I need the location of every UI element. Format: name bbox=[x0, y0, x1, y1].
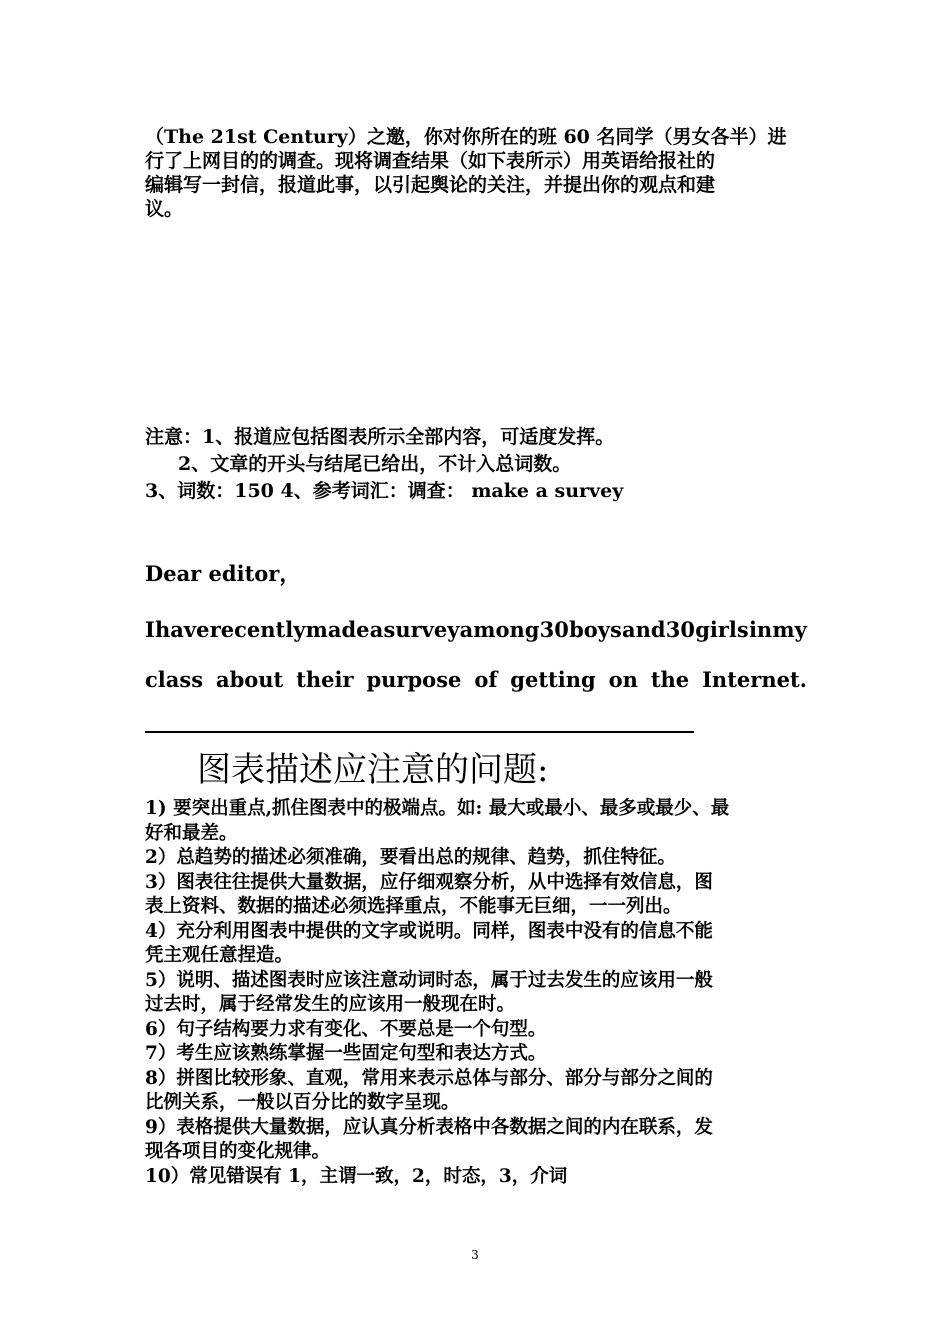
letter-word: Internet. bbox=[702, 667, 807, 692]
tip-item bbox=[145, 1018, 807, 1043]
tip-item bbox=[145, 871, 807, 920]
letter-word: on bbox=[608, 667, 638, 692]
letter-word: purpose bbox=[366, 667, 462, 692]
tip-line: 4）充分利用图表中提供的文字或说明。同样，图表中没有的信息不能 bbox=[145, 920, 713, 942]
letter-line bbox=[145, 605, 807, 655]
letter-salutation: Dear editor， bbox=[145, 561, 301, 586]
letter-word: my bbox=[772, 617, 807, 642]
letter-word: a bbox=[369, 617, 384, 642]
letter-word: their bbox=[296, 667, 354, 692]
tips-list bbox=[145, 797, 807, 1189]
task-line: 行了上网目的的调查。现将调查结果（如下表所示）用英语给报社的 bbox=[145, 150, 716, 172]
letter-line bbox=[145, 655, 807, 705]
letter-word: in bbox=[748, 617, 773, 642]
tip-line: 比例关系，一般以百分比的数字呈现。 bbox=[145, 1092, 460, 1113]
tip-line: 现各项目的变化规律。 bbox=[145, 1141, 331, 1162]
letter-word: the bbox=[650, 667, 690, 692]
tip-item bbox=[145, 1067, 807, 1116]
letter-word: class bbox=[145, 667, 204, 692]
tip-line: 8）拼图比较形象、直观，常用来表示总体与部分、部分与部分之间的 bbox=[145, 1067, 713, 1089]
tip-line: 6）句子结构要力求有变化、不要总是一个句型。 bbox=[145, 1018, 547, 1040]
letter-word: I bbox=[145, 617, 155, 642]
letter-word: 30 bbox=[539, 617, 569, 642]
tip-line: 10）常见错误有 1，主谓一致，2，时态，3，介词 bbox=[145, 1165, 568, 1187]
tip-line: 3）图表往往提供大量数据，应仔细观察分析，从中选择有效信息，图 bbox=[145, 871, 713, 893]
letter-word: made bbox=[305, 617, 370, 642]
tip-line: 9）表格提供大量数据，应认真分析表格中各数据之间的内在联系，发 bbox=[145, 1116, 713, 1138]
tip-line: 表上资料、数据的描述必须选择重点，不能事无巨细，一一列出。 bbox=[145, 896, 682, 917]
task-description bbox=[145, 125, 807, 221]
letter-word: 30 bbox=[665, 617, 695, 642]
note-line: 3、词数：150 4、参考词汇：调查： make a survey bbox=[145, 480, 624, 502]
tip-line: 过去时，属于经常发生的应该用一般现在时。 bbox=[145, 994, 516, 1015]
letter-word: of bbox=[474, 667, 498, 692]
letter-body bbox=[145, 605, 807, 705]
tip-line: 好和最差。 bbox=[145, 822, 238, 844]
task-line: （The 21st Century）之邀，你对你所在的班 60 名同学（男女各半）进 bbox=[145, 126, 787, 148]
letter-word: among bbox=[459, 617, 540, 642]
tip-line: 5）说明、描述图表时应该注意动词时态，属于过去发生的应该用一般 bbox=[145, 969, 713, 991]
section-heading: 图表描述应注意的问题: bbox=[197, 750, 549, 790]
tip-item bbox=[145, 1116, 807, 1165]
tip-line: 凭主观任意捏造。 bbox=[145, 945, 294, 966]
tip-item bbox=[145, 1042, 807, 1067]
letter-word: about bbox=[215, 667, 284, 692]
note-line: 2、文章的开头与结尾已给出，不计入总词数。 bbox=[178, 453, 572, 475]
letter-word: have bbox=[155, 617, 210, 642]
tip-item bbox=[145, 920, 807, 969]
page-number: 3 bbox=[471, 1248, 479, 1262]
tip-line: 7）考生应该熟练掌握一些固定句型和表达方式。 bbox=[145, 1043, 547, 1064]
letter-word: boys bbox=[569, 617, 622, 642]
letter-word: girls bbox=[695, 617, 749, 642]
tip-line: 2）总趋势的描述必须准确，要看出总的规律、趋势，抓住特征。 bbox=[145, 847, 676, 868]
tip-item bbox=[145, 846, 807, 871]
note-line: 注意：1、报道应包括图表所示全部内容，可适度发挥。 bbox=[145, 426, 615, 448]
tip-item bbox=[145, 969, 807, 1018]
tip-item bbox=[145, 797, 807, 846]
task-line: 编辑写一封信，报道此事，以引起舆论的关注，并提出你的观点和建 bbox=[145, 174, 716, 196]
task-line: 议。 bbox=[145, 198, 184, 220]
letter-word: recently bbox=[209, 617, 306, 642]
letter-word: survey bbox=[383, 617, 460, 642]
tip-item bbox=[145, 1165, 807, 1190]
tip-line: 1) 要突出重点,抓住图表中的极端点。如: 最大或最小、最多或最少、最 bbox=[145, 798, 730, 819]
letter-word: and bbox=[622, 617, 666, 642]
notes-section bbox=[145, 424, 807, 505]
letter-word: getting bbox=[510, 667, 596, 692]
answer-blank-line bbox=[145, 731, 694, 733]
